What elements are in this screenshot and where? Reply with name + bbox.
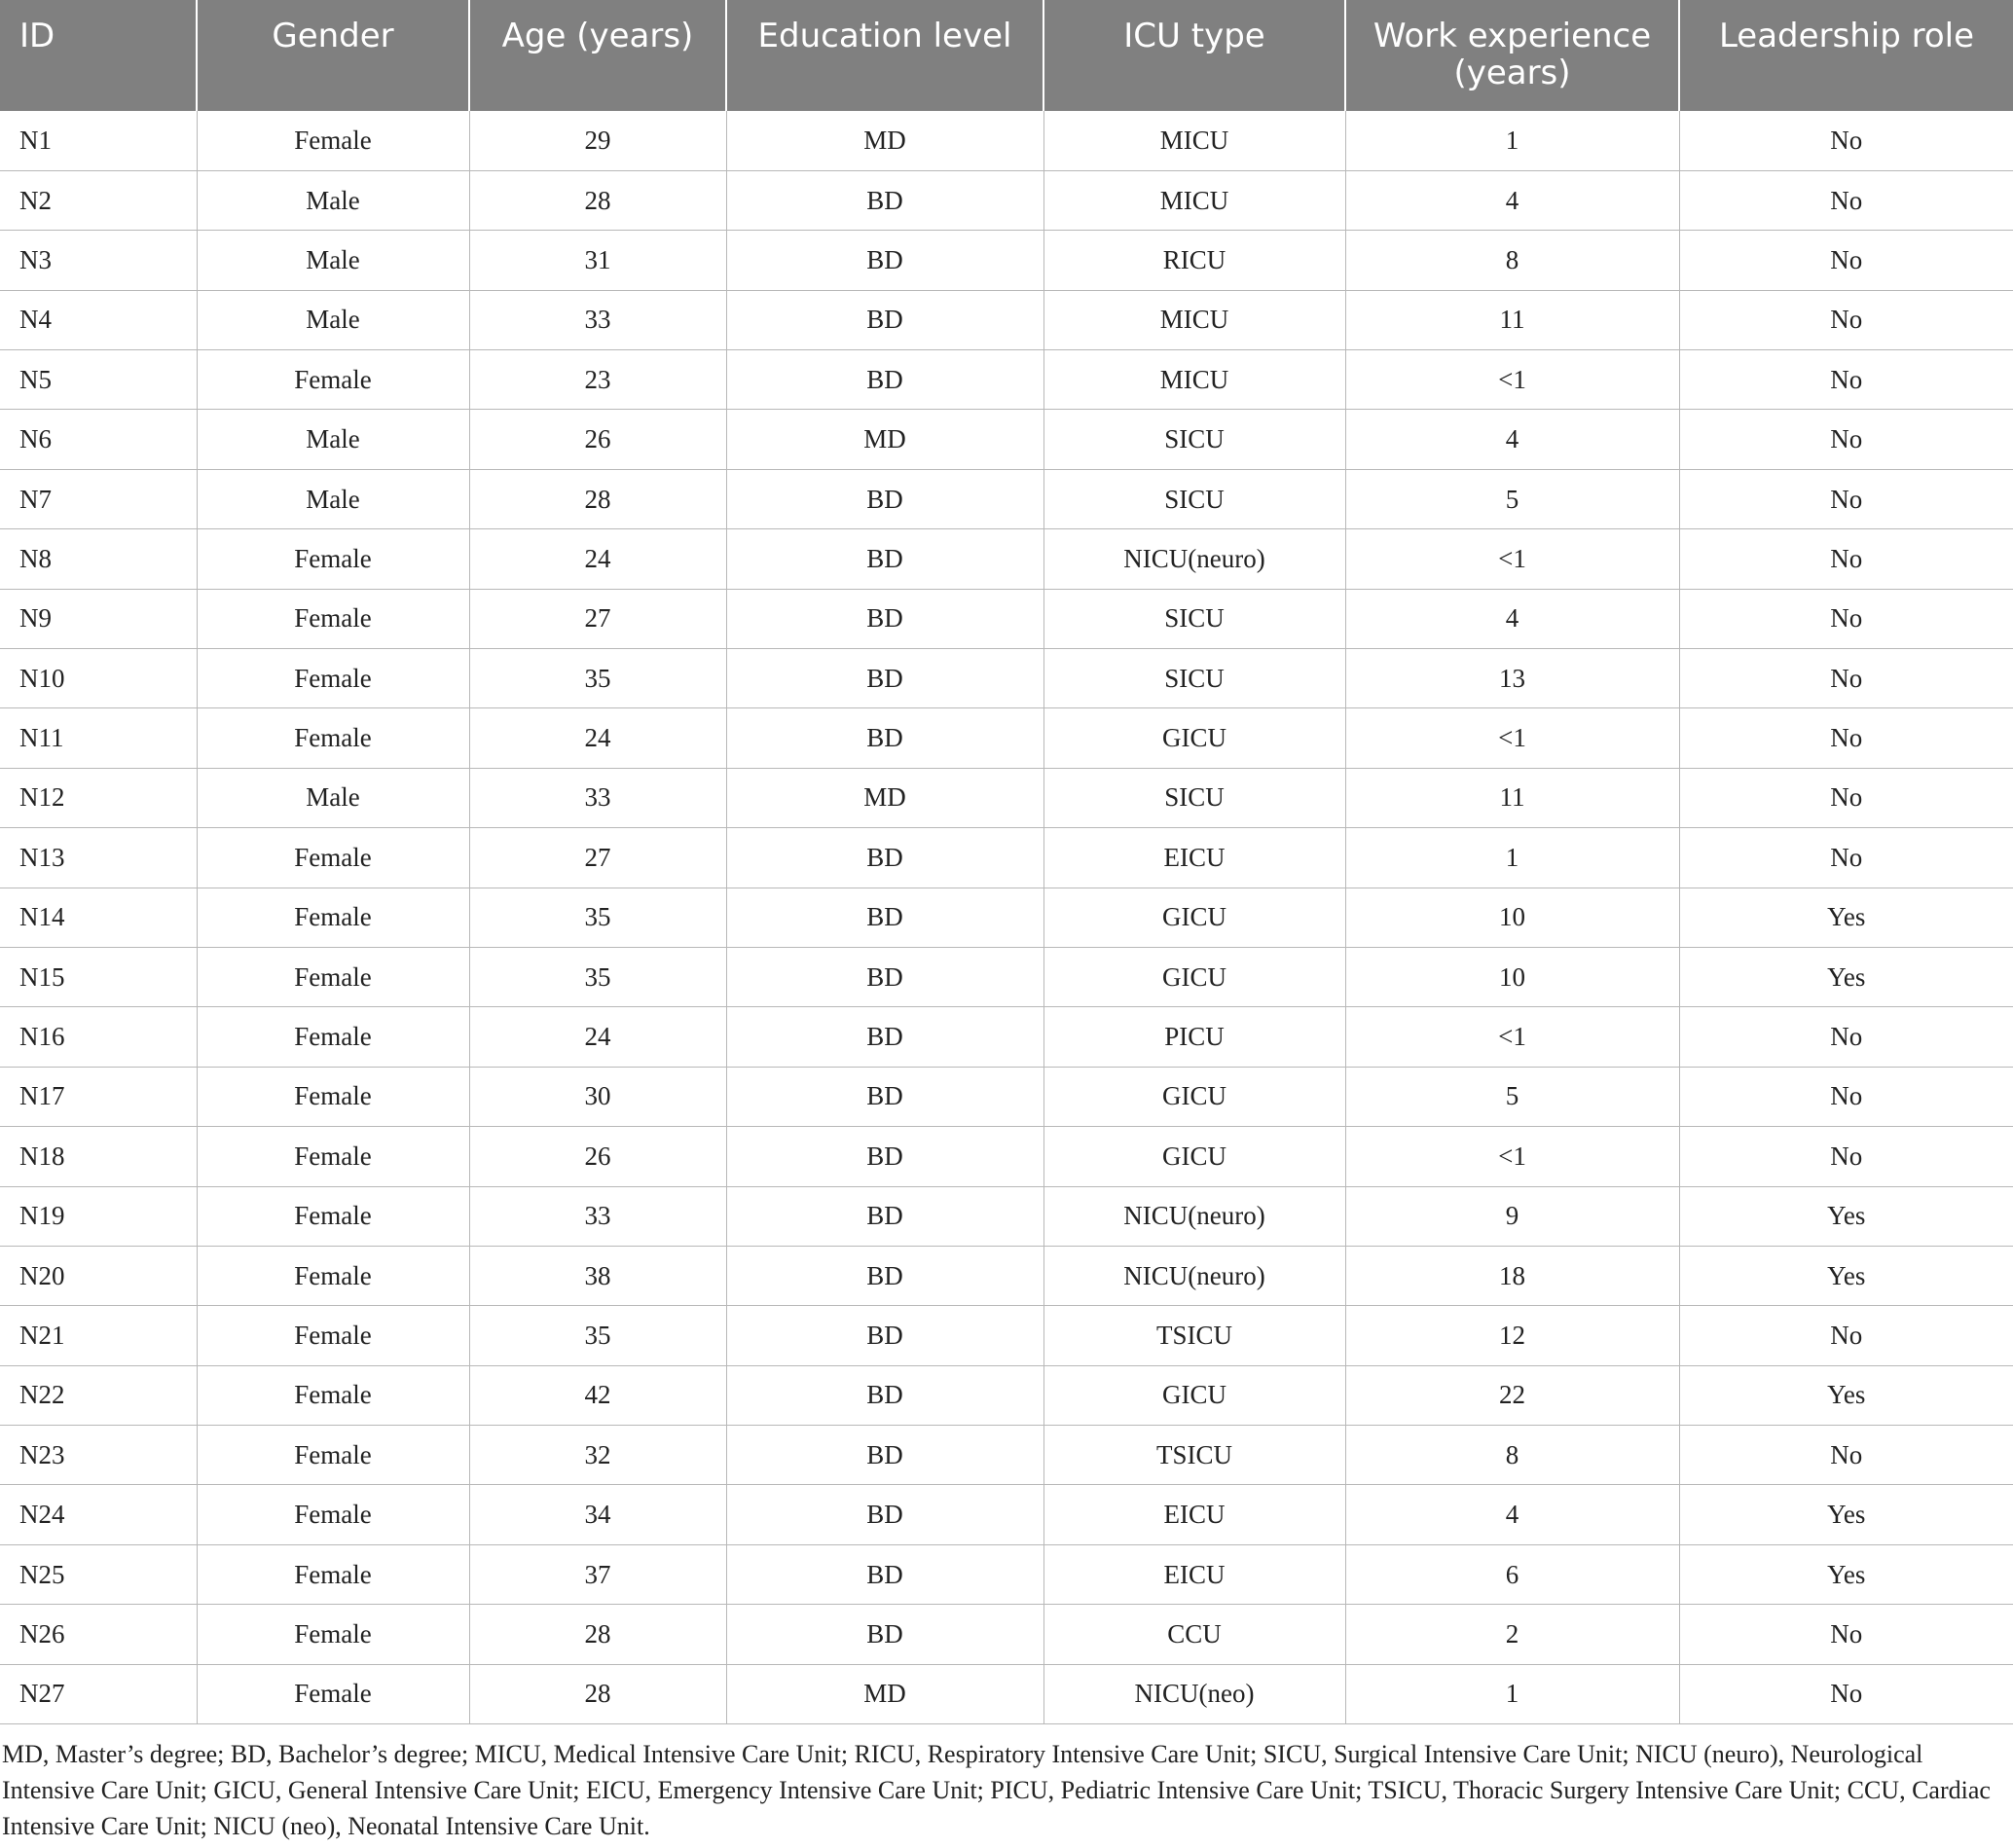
- cell-id: N6: [0, 410, 197, 469]
- cell-education: BD: [726, 1007, 1043, 1067]
- cell-age: 35: [469, 1306, 726, 1365]
- cell-gender: Female: [197, 111, 469, 170]
- cell-education: BD: [726, 1067, 1043, 1126]
- cell-gender: Female: [197, 1426, 469, 1485]
- cell-work-experience: 5: [1345, 1067, 1679, 1126]
- cell-gender: Female: [197, 1067, 469, 1126]
- cell-gender: Male: [197, 768, 469, 827]
- cell-id: N10: [0, 649, 197, 708]
- cell-age: 34: [469, 1485, 726, 1544]
- cell-work-experience: 9: [1345, 1186, 1679, 1246]
- cell-gender: Female: [197, 1007, 469, 1067]
- cell-education: MD: [726, 1664, 1043, 1723]
- cell-id: N5: [0, 350, 197, 410]
- cell-work-experience: 4: [1345, 1485, 1679, 1544]
- cell-age: 38: [469, 1246, 726, 1305]
- cell-id: N17: [0, 1067, 197, 1126]
- cell-leadership-role: Yes: [1679, 1186, 2013, 1246]
- cell-work-experience: 6: [1345, 1544, 1679, 1604]
- table-row: [0, 469, 2013, 528]
- cell-icu-type: EICU: [1043, 828, 1345, 888]
- cell-leadership-role: No: [1679, 1306, 2013, 1365]
- cell-icu-type: EICU: [1043, 1544, 1345, 1604]
- cell-icu-type: MICU: [1043, 170, 1345, 230]
- cell-leadership-role: No: [1679, 768, 2013, 827]
- table-row: [0, 529, 2013, 589]
- header-row: [0, 0, 2013, 111]
- table-row: [0, 410, 2013, 469]
- cell-education: MD: [726, 410, 1043, 469]
- cell-gender: Female: [197, 1246, 469, 1305]
- cell-id: N4: [0, 290, 197, 349]
- cell-work-experience: <1: [1345, 350, 1679, 410]
- cell-icu-type: TSICU: [1043, 1426, 1345, 1485]
- cell-leadership-role: No: [1679, 1605, 2013, 1664]
- cell-leadership-role: No: [1679, 529, 2013, 589]
- cell-leadership-role: No: [1679, 1007, 2013, 1067]
- cell-education: BD: [726, 290, 1043, 349]
- cell-gender: Female: [197, 529, 469, 589]
- cell-education: BD: [726, 1306, 1043, 1365]
- cell-icu-type: SICU: [1043, 589, 1345, 648]
- cell-id: N16: [0, 1007, 197, 1067]
- table-row: [0, 1605, 2013, 1664]
- table-row: [0, 350, 2013, 410]
- cell-education: BD: [726, 1246, 1043, 1305]
- cell-education: BD: [726, 1605, 1043, 1664]
- cell-id: N18: [0, 1127, 197, 1186]
- cell-id: N19: [0, 1186, 197, 1246]
- table-row: [0, 1485, 2013, 1544]
- cell-age: 28: [469, 1605, 726, 1664]
- cell-gender: Female: [197, 888, 469, 947]
- cell-gender: Female: [197, 828, 469, 888]
- cell-id: N27: [0, 1664, 197, 1723]
- table-row: [0, 1544, 2013, 1604]
- table-row: [0, 1664, 2013, 1723]
- table-header: [0, 0, 2013, 111]
- cell-age: 26: [469, 1127, 726, 1186]
- column-header-leadership-role: Leadership role: [1679, 0, 2013, 111]
- table-footnote: MD, Master’s degree; BD, Bachelor’s degree; MICU, Medical Intensive Care Unit; RICU, Respiratory Intensive Care Unit; SICU, Surgical Intensive Care Unit; NICU (neuro), Neurological Intensive Care Unit; GICU, General Intensive Care Unit; EICU, Emergency Intensive Care Unit; PICU, Pediatric Intensive Care Unit; TSICU, Thoracic Surgery Intensive Care Unit; CCU, Cardiac Intensive Care Unit; NICU (neo), Neonatal Intensive Care Unit.: [2, 1740, 1991, 1840]
- cell-icu-type: GICU: [1043, 947, 1345, 1006]
- cell-work-experience: 4: [1345, 170, 1679, 230]
- cell-age: 35: [469, 888, 726, 947]
- table-row: [0, 1127, 2013, 1186]
- table-row: [0, 888, 2013, 947]
- cell-id: N15: [0, 947, 197, 1006]
- cell-leadership-role: Yes: [1679, 947, 2013, 1006]
- column-header-work-experience: Work experience (years): [1345, 0, 1679, 111]
- cell-work-experience: 1: [1345, 111, 1679, 170]
- cell-education: MD: [726, 111, 1043, 170]
- cell-age: 42: [469, 1365, 726, 1425]
- cell-gender: Female: [197, 1186, 469, 1246]
- cell-education: BD: [726, 649, 1043, 708]
- cell-gender: Male: [197, 231, 469, 290]
- cell-work-experience: 11: [1345, 290, 1679, 349]
- cell-gender: Female: [197, 1306, 469, 1365]
- cell-work-experience: 18: [1345, 1246, 1679, 1305]
- cell-age: 33: [469, 768, 726, 827]
- cell-age: 24: [469, 708, 726, 768]
- cell-gender: Female: [197, 1485, 469, 1544]
- cell-leadership-role: No: [1679, 410, 2013, 469]
- cell-id: N25: [0, 1544, 197, 1604]
- table-row: [0, 828, 2013, 888]
- cell-leadership-role: No: [1679, 290, 2013, 349]
- cell-icu-type: SICU: [1043, 649, 1345, 708]
- cell-id: N23: [0, 1426, 197, 1485]
- table-row: [0, 708, 2013, 768]
- cell-id: N26: [0, 1605, 197, 1664]
- cell-work-experience: 1: [1345, 1664, 1679, 1723]
- table-row: [0, 649, 2013, 708]
- cell-work-experience: <1: [1345, 1127, 1679, 1186]
- cell-id: N8: [0, 529, 197, 589]
- cell-id: N2: [0, 170, 197, 230]
- cell-leadership-role: No: [1679, 589, 2013, 648]
- cell-id: N14: [0, 888, 197, 947]
- cell-work-experience: 11: [1345, 768, 1679, 827]
- cell-leadership-role: Yes: [1679, 888, 2013, 947]
- cell-icu-type: MICU: [1043, 350, 1345, 410]
- cell-age: 35: [469, 947, 726, 1006]
- cell-icu-type: PICU: [1043, 1007, 1345, 1067]
- table-row: [0, 231, 2013, 290]
- cell-leadership-role: Yes: [1679, 1246, 2013, 1305]
- cell-age: 26: [469, 410, 726, 469]
- cell-education: BD: [726, 469, 1043, 528]
- cell-id: N11: [0, 708, 197, 768]
- cell-gender: Male: [197, 469, 469, 528]
- cell-icu-type: RICU: [1043, 231, 1345, 290]
- cell-gender: Female: [197, 1664, 469, 1723]
- cell-education: BD: [726, 1426, 1043, 1485]
- cell-icu-type: GICU: [1043, 708, 1345, 768]
- cell-gender: Female: [197, 1605, 469, 1664]
- cell-work-experience: 13: [1345, 649, 1679, 708]
- cell-work-experience: 12: [1345, 1306, 1679, 1365]
- cell-leadership-role: No: [1679, 350, 2013, 410]
- cell-icu-type: MICU: [1043, 111, 1345, 170]
- cell-id: N3: [0, 231, 197, 290]
- cell-gender: Female: [197, 708, 469, 768]
- cell-age: 31: [469, 231, 726, 290]
- cell-icu-type: GICU: [1043, 1067, 1345, 1126]
- cell-gender: Female: [197, 1544, 469, 1604]
- cell-icu-type: NICU(neuro): [1043, 1186, 1345, 1246]
- table-row: [0, 589, 2013, 648]
- table-row: [0, 290, 2013, 349]
- cell-age: 27: [469, 828, 726, 888]
- cell-education: BD: [726, 589, 1043, 648]
- cell-education: BD: [726, 1127, 1043, 1186]
- cell-age: 28: [469, 170, 726, 230]
- table-row: [0, 170, 2013, 230]
- table-row: [0, 1426, 2013, 1485]
- cell-id: N24: [0, 1485, 197, 1544]
- cell-age: 24: [469, 529, 726, 589]
- column-header-gender: Gender: [197, 0, 469, 111]
- cell-gender: Female: [197, 947, 469, 1006]
- cell-age: 23: [469, 350, 726, 410]
- cell-work-experience: 22: [1345, 1365, 1679, 1425]
- cell-gender: Male: [197, 290, 469, 349]
- cell-education: BD: [726, 947, 1043, 1006]
- cell-leadership-role: No: [1679, 111, 2013, 170]
- cell-icu-type: SICU: [1043, 469, 1345, 528]
- cell-work-experience: 8: [1345, 231, 1679, 290]
- cell-work-experience: 10: [1345, 888, 1679, 947]
- table-row: [0, 768, 2013, 827]
- table-body: [0, 111, 2013, 1724]
- cell-education: BD: [726, 888, 1043, 947]
- cell-icu-type: GICU: [1043, 1127, 1345, 1186]
- cell-leadership-role: No: [1679, 469, 2013, 528]
- cell-leadership-role: No: [1679, 708, 2013, 768]
- column-header-id: ID: [0, 0, 197, 111]
- cell-age: 28: [469, 1664, 726, 1723]
- table-row: [0, 1186, 2013, 1246]
- cell-leadership-role: Yes: [1679, 1365, 2013, 1425]
- cell-education: BD: [726, 828, 1043, 888]
- cell-icu-type: GICU: [1043, 1365, 1345, 1425]
- cell-education: BD: [726, 170, 1043, 230]
- cell-age: 32: [469, 1426, 726, 1485]
- cell-education: BD: [726, 1544, 1043, 1604]
- cell-age: 28: [469, 469, 726, 528]
- cell-leadership-role: No: [1679, 1067, 2013, 1126]
- cell-education: BD: [726, 1485, 1043, 1544]
- cell-icu-type: NICU(neuro): [1043, 529, 1345, 589]
- cell-age: 33: [469, 290, 726, 349]
- cell-age: 30: [469, 1067, 726, 1126]
- column-header-icu-type: ICU type: [1043, 0, 1345, 111]
- cell-icu-type: NICU(neuro): [1043, 1246, 1345, 1305]
- cell-work-experience: 4: [1345, 589, 1679, 648]
- cell-education: BD: [726, 708, 1043, 768]
- cell-work-experience: 2: [1345, 1605, 1679, 1664]
- cell-id: N22: [0, 1365, 197, 1425]
- cell-gender: Male: [197, 410, 469, 469]
- cell-gender: Female: [197, 350, 469, 410]
- cell-leadership-role: No: [1679, 231, 2013, 290]
- cell-work-experience: 1: [1345, 828, 1679, 888]
- cell-id: N12: [0, 768, 197, 827]
- cell-work-experience: <1: [1345, 708, 1679, 768]
- cell-education: BD: [726, 231, 1043, 290]
- column-header-education: Education level: [726, 0, 1043, 111]
- table-row: [0, 1007, 2013, 1067]
- cell-leadership-role: No: [1679, 649, 2013, 708]
- cell-work-experience: 4: [1345, 410, 1679, 469]
- cell-icu-type: CCU: [1043, 1605, 1345, 1664]
- cell-education: BD: [726, 1365, 1043, 1425]
- cell-work-experience: <1: [1345, 1007, 1679, 1067]
- cell-education: MD: [726, 768, 1043, 827]
- cell-leadership-role: No: [1679, 1127, 2013, 1186]
- cell-leadership-role: No: [1679, 170, 2013, 230]
- table-row: [0, 111, 2013, 170]
- cell-gender: Male: [197, 170, 469, 230]
- cell-age: 29: [469, 111, 726, 170]
- cell-icu-type: SICU: [1043, 768, 1345, 827]
- cell-id: N13: [0, 828, 197, 888]
- table-row: [0, 1306, 2013, 1365]
- cell-gender: Female: [197, 1365, 469, 1425]
- cell-id: N9: [0, 589, 197, 648]
- table-row: [0, 1365, 2013, 1425]
- cell-education: BD: [726, 1186, 1043, 1246]
- cell-icu-type: SICU: [1043, 410, 1345, 469]
- cell-work-experience: 5: [1345, 469, 1679, 528]
- cell-icu-type: TSICU: [1043, 1306, 1345, 1365]
- cell-work-experience: 10: [1345, 947, 1679, 1006]
- cell-education: BD: [726, 350, 1043, 410]
- cell-id: N20: [0, 1246, 197, 1305]
- cell-education: BD: [726, 529, 1043, 589]
- cell-age: 35: [469, 649, 726, 708]
- table-row: [0, 1246, 2013, 1305]
- cell-work-experience: 8: [1345, 1426, 1679, 1485]
- cell-id: N1: [0, 111, 197, 170]
- cell-leadership-role: No: [1679, 1426, 2013, 1485]
- table-row: [0, 947, 2013, 1006]
- cell-icu-type: NICU(neo): [1043, 1664, 1345, 1723]
- cell-gender: Female: [197, 649, 469, 708]
- cell-age: 33: [469, 1186, 726, 1246]
- cell-icu-type: EICU: [1043, 1485, 1345, 1544]
- cell-age: 24: [469, 1007, 726, 1067]
- cell-leadership-role: No: [1679, 1664, 2013, 1723]
- cell-id: N7: [0, 469, 197, 528]
- column-header-age: Age (years): [469, 0, 726, 111]
- cell-icu-type: MICU: [1043, 290, 1345, 349]
- cell-work-experience: <1: [1345, 529, 1679, 589]
- cell-gender: Female: [197, 1127, 469, 1186]
- cell-icu-type: GICU: [1043, 888, 1345, 947]
- cell-age: 27: [469, 589, 726, 648]
- cell-leadership-role: Yes: [1679, 1544, 2013, 1604]
- cell-gender: Female: [197, 589, 469, 648]
- table-row: [0, 1067, 2013, 1126]
- cell-leadership-role: No: [1679, 828, 2013, 888]
- cell-age: 37: [469, 1544, 726, 1604]
- cell-leadership-role: Yes: [1679, 1485, 2013, 1544]
- cell-id: N21: [0, 1306, 197, 1365]
